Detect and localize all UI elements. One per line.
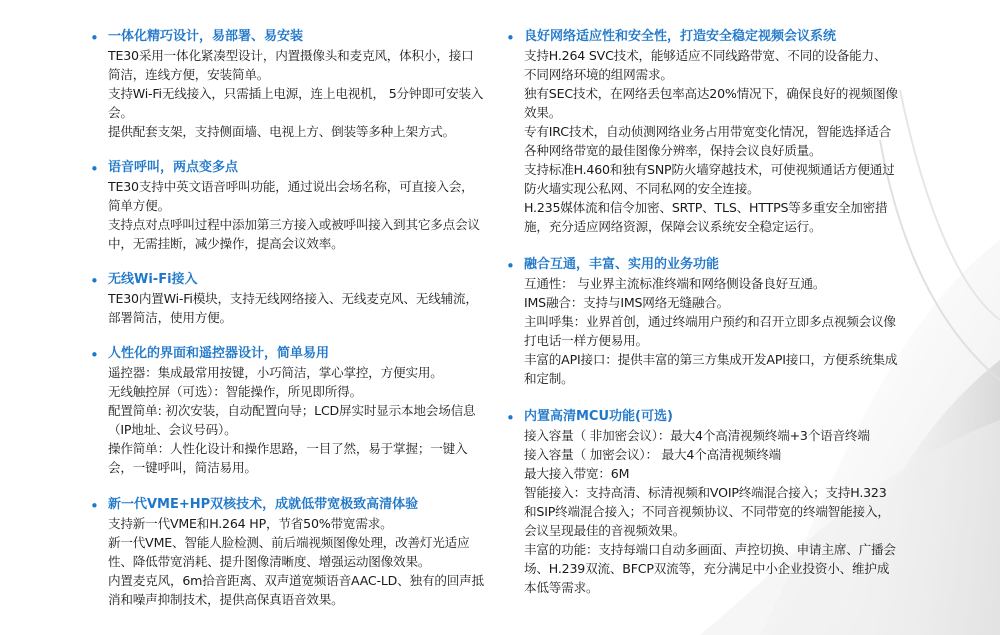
section-title: 人性化的界面和遥控器设计，简单易用 [108, 346, 330, 361]
paragraph: 无线触控屏（可选）：智能操作，所见即所得。 [108, 384, 362, 399]
feature-section-wifi [90, 271, 485, 327]
feature-section-compact-design [90, 28, 485, 141]
section-title: 无线Wi-Fi接入 [108, 272, 198, 287]
paragraph: 接入容量（ 非加密会议）：最大4个高清视频终端+3个语音终端 [524, 428, 870, 443]
bullet-icon: • [90, 497, 99, 515]
paragraph: 专有IRC技术，自动侦测网络业务占用带宽变化情况，智能选择适合各种网络带宽的最佳图像分辨率，保持会议良好质量。 [524, 124, 892, 158]
feature-section-vme-hp [90, 496, 485, 609]
section-title: 语音呼叫，两点变多点 [108, 160, 239, 175]
paragraph: H.235媒体流和信令加密、SRTP、TLS、HTTPS等多重安全加密措施，充分适应网络资源，保障会议系统安全稳定运行。 [524, 200, 888, 234]
section-title: 内置高清MCU功能(可选) [524, 409, 673, 424]
paragraph: TE30内置Wi-Fi模块，支持无线网络接入、无线麦克风、无线辅流，部署简洁，使用方便。 [108, 291, 478, 325]
bullet-icon: • [90, 272, 99, 290]
paragraph: 最大接入带宽：6M [524, 466, 630, 481]
section-title: 一体化精巧设计，易部署、易安装 [108, 29, 304, 44]
bullet-icon: • [90, 346, 99, 364]
feature-section-network-security [506, 28, 898, 236]
paragraph: 智能接入：支持高清、标清视频和VOIP终端混合接入；支持H.323和SIP终端混合接入；不同音视频协议、不同带宽的终端智能接入，会议呈现最佳的音视频效果。 [524, 485, 890, 538]
paragraph: 内置麦克风，6m拾音距离、双声道宽频语音AAC-LD、独有的回声抵消和噪声抑制技术，提供高保真语音效果。 [108, 573, 484, 607]
feature-section-voice-call [90, 159, 485, 253]
bullet-icon: • [90, 160, 99, 178]
paragraph: 新一代VME、智能人脸检测、前后端视频图像处理，改善灯光适应性、降低带宽消耗、提升图像清晰度、增强运动图像效果。 [108, 535, 470, 569]
paragraph: 支持标准H.460和独有SNP防火墙穿越技术，可使视频通话方便通过防火墙实现公私网、不同私网的安全连接。 [524, 162, 895, 196]
section-title: 新一代VME+HP双核技术，成就低带宽极致高清体验 [108, 497, 419, 512]
paragraph: 支持点对点呼叫过程中添加第三方接入或被呼叫接入到其它多点会议中，无需挂断，减少操作，提高会议效率。 [108, 217, 480, 251]
bullet-icon: • [506, 29, 515, 47]
paragraph: 丰富的API接口：提供丰富的第三方集成开发API接口，方便系统集成和定制。 [524, 352, 898, 386]
paragraph: 支持H.264 SVC技术，能够适应不同线路带宽、不同的设备能力、不同网络环境的组网需求。 [524, 48, 887, 82]
bullet-icon: • [506, 257, 515, 275]
bullet-icon: • [90, 29, 99, 47]
paragraph: IMS融合：支持与IMS网络无缝融合。 [524, 295, 730, 310]
paragraph: 独有SEC技术，在网络丢包率高达20%情况下，确保良好的视频图像效果。 [524, 86, 898, 120]
paragraph: 支持新一代VME和H.264 HP，节省50%带宽需求。 [108, 516, 393, 531]
section-title: 良好网络适应性和安全性，打造安全稳定视频会议系统 [524, 29, 837, 44]
right-column [506, 28, 898, 597]
paragraph: 操作简单：人性化设计和操作思路，一目了然，易于掌握；一键入会，一键呼叫，简洁易用。 [108, 441, 468, 475]
left-column [90, 28, 485, 609]
feature-section-mcu [506, 408, 898, 597]
paragraph: 支持Wi-Fi无线接入，只需插上电源，连上电视机， 5分钟即可安装入会。 [108, 86, 484, 120]
section-title: 融合互通，丰富、实用的业务功能 [524, 257, 720, 272]
paragraph: TE30支持中英文语音呼叫功能，通过说出会场名称，可直接入会，简单方便。 [108, 179, 474, 213]
paragraph: 主叫呼集：业界首创，通过终端用户预约和召开立即多点视频会议像打电话一样方便易用。 [524, 314, 896, 348]
bullet-icon: • [506, 409, 515, 427]
paragraph: 配置简单: 初次安装，自动配置向导；LCD屏实时显示本地会场信息（IP地址、会议号码）。 [108, 403, 476, 437]
feature-section-ui-remote [90, 345, 485, 477]
paragraph: 互通性： 与业界主流标准终端和网络侧设备良好互通。 [524, 276, 826, 291]
paragraph: 丰富的功能：支持每端口自动多画面、声控切换、申请主席、广播会场、H.239双流、BFCP双流等，充分满足中小企业投资小、维护成本低等需求。 [524, 542, 896, 595]
paragraph: TE30采用一体化紧凑型设计，内置摄像头和麦克风，体积小，接口简洁，连线方便，安装简单。 [108, 48, 474, 82]
paragraph: 提供配套支架，支持侧面墙、电视上方、倒装等多种上架方式。 [108, 124, 456, 139]
paragraph: 遥控器：集成最常用按键，小巧简洁，掌心掌控，方便实用。 [108, 365, 443, 380]
feature-section-interop [506, 256, 898, 388]
paragraph: 接入容量（ 加密会议）： 最大4个高清视频终端 [524, 447, 781, 462]
